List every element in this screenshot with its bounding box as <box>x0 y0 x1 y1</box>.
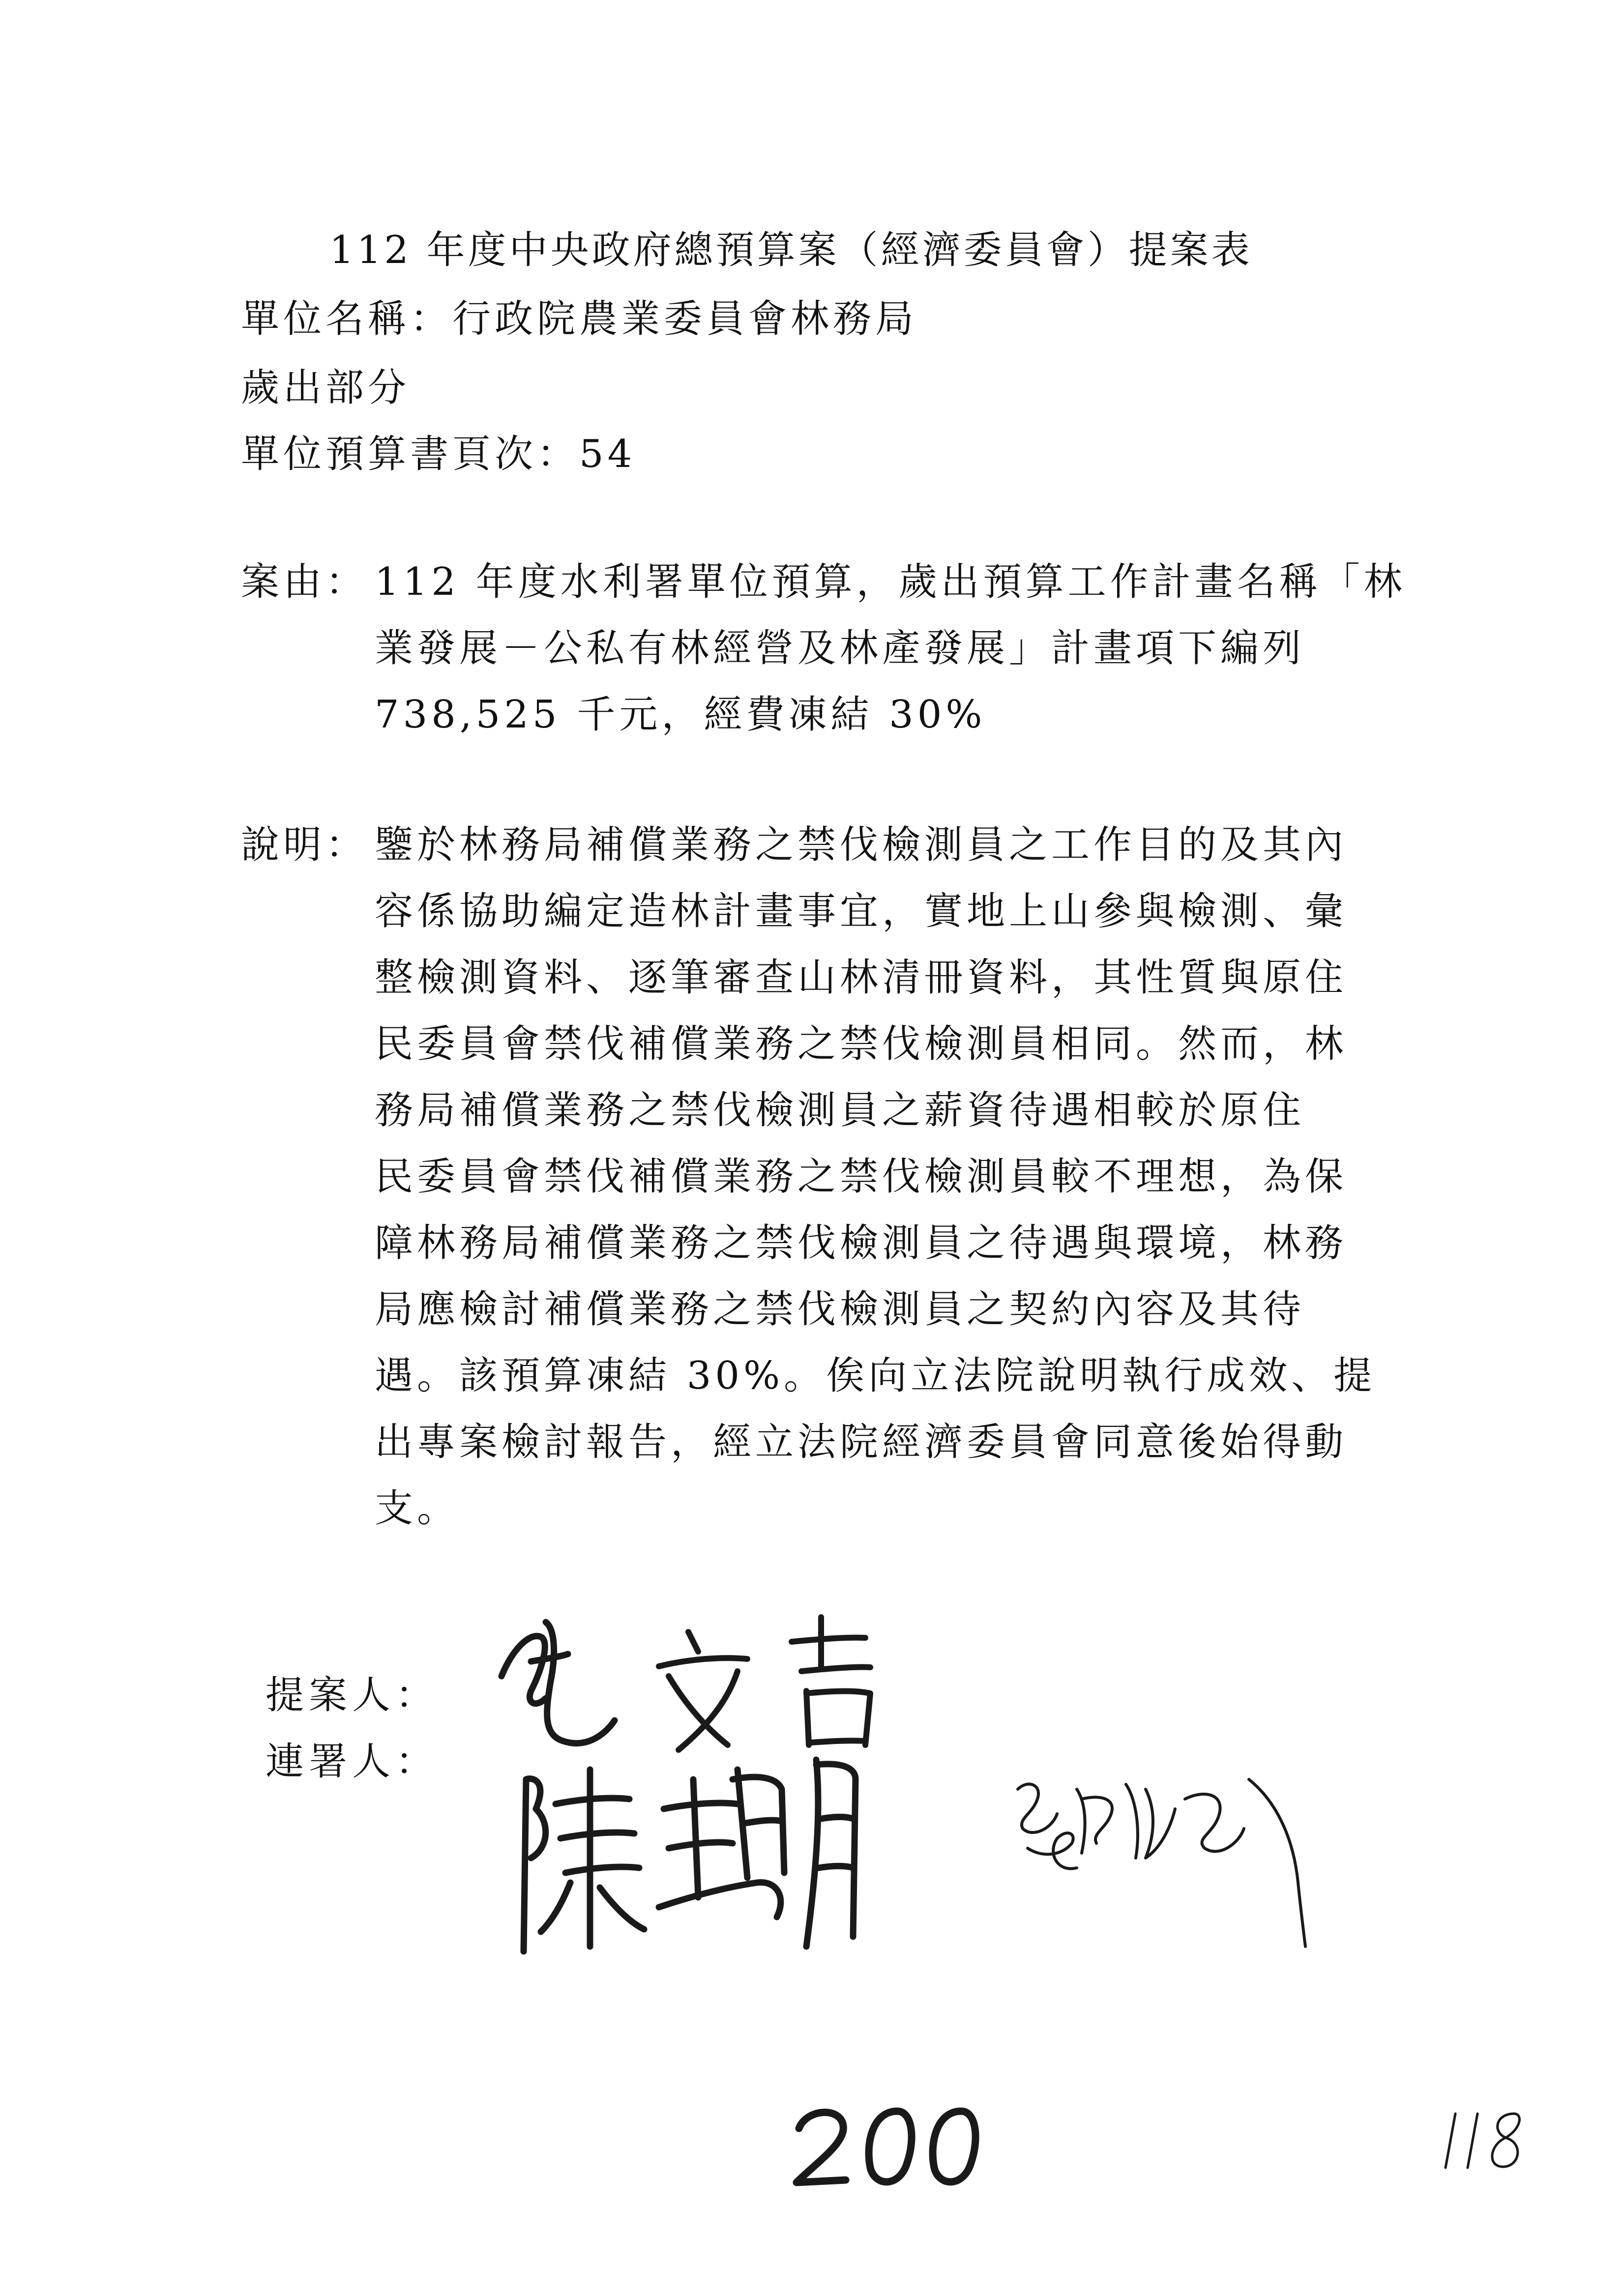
document-title: 112 年度中央政府總預算案（經濟委員會）提案表 <box>329 228 1253 272</box>
explanation-line: 務局補償業務之禁伐檢測員之薪資待遇相較於原住 <box>375 1088 1305 1133</box>
proposer-label: 提案人： <box>266 1673 439 1717</box>
explanation-line: 障林務局補償業務之禁伐檢測員之待遇與環境，林務 <box>375 1221 1348 1265</box>
budget-page-reference: 單位預算書頁次：54 <box>241 432 636 476</box>
unit-name: 單位名稱：行政院農業委員會林務局 <box>241 297 918 341</box>
explanation-line: 民委員會禁伐補償業務之禁伐檢測員較不理想，為保 <box>375 1155 1348 1199</box>
section-heading: 歲出部分 <box>241 366 411 410</box>
case-line: 112 年度水利署單位預算，歲出預算工作計畫名稱「林 <box>375 560 1406 604</box>
explanation-line: 出專案檢討報告，經立法院經濟委員會同意後始得動 <box>375 1420 1348 1464</box>
explanation-line: 容係協助編定造林計畫事宜，實地上山參與檢測、彙 <box>375 889 1348 933</box>
stamp-page-number <box>787 2099 1003 2197</box>
cosigner-signature-2 <box>998 1760 1323 1956</box>
explanation-line: 遇。該預算凍結 30%。俟向立法院說明執行成效、提 <box>375 1354 1376 1398</box>
explanation-line: 局應檢討補償業務之禁伐檢測員之契約內容及其待 <box>375 1287 1305 1332</box>
cosigner-label: 連署人： <box>266 1740 439 1784</box>
case-label: 案由： <box>241 560 368 604</box>
corner-page-number <box>1441 2104 1568 2178</box>
explanation-label: 說明： <box>241 823 368 867</box>
proposer-signature <box>482 1602 915 1770</box>
explanation-line: 鑒於林務局補償業務之禁伐檢測員之工作目的及其內 <box>375 823 1348 867</box>
explanation-line: 整檢測資料、逐筆審查山林清冊資料，其性質與原住 <box>375 956 1348 1000</box>
explanation-line: 支。 <box>375 1486 460 1531</box>
case-line: 業發展－公私有林經營及林產發展」計畫項下編列 <box>375 626 1305 670</box>
explanation-line: 民委員會禁伐補償業務之禁伐檢測員相同。然而，林 <box>375 1022 1348 1066</box>
case-line: 738,525 千元，經費凍結 30% <box>375 693 986 737</box>
cosigner-signature-1 <box>502 1750 924 1966</box>
